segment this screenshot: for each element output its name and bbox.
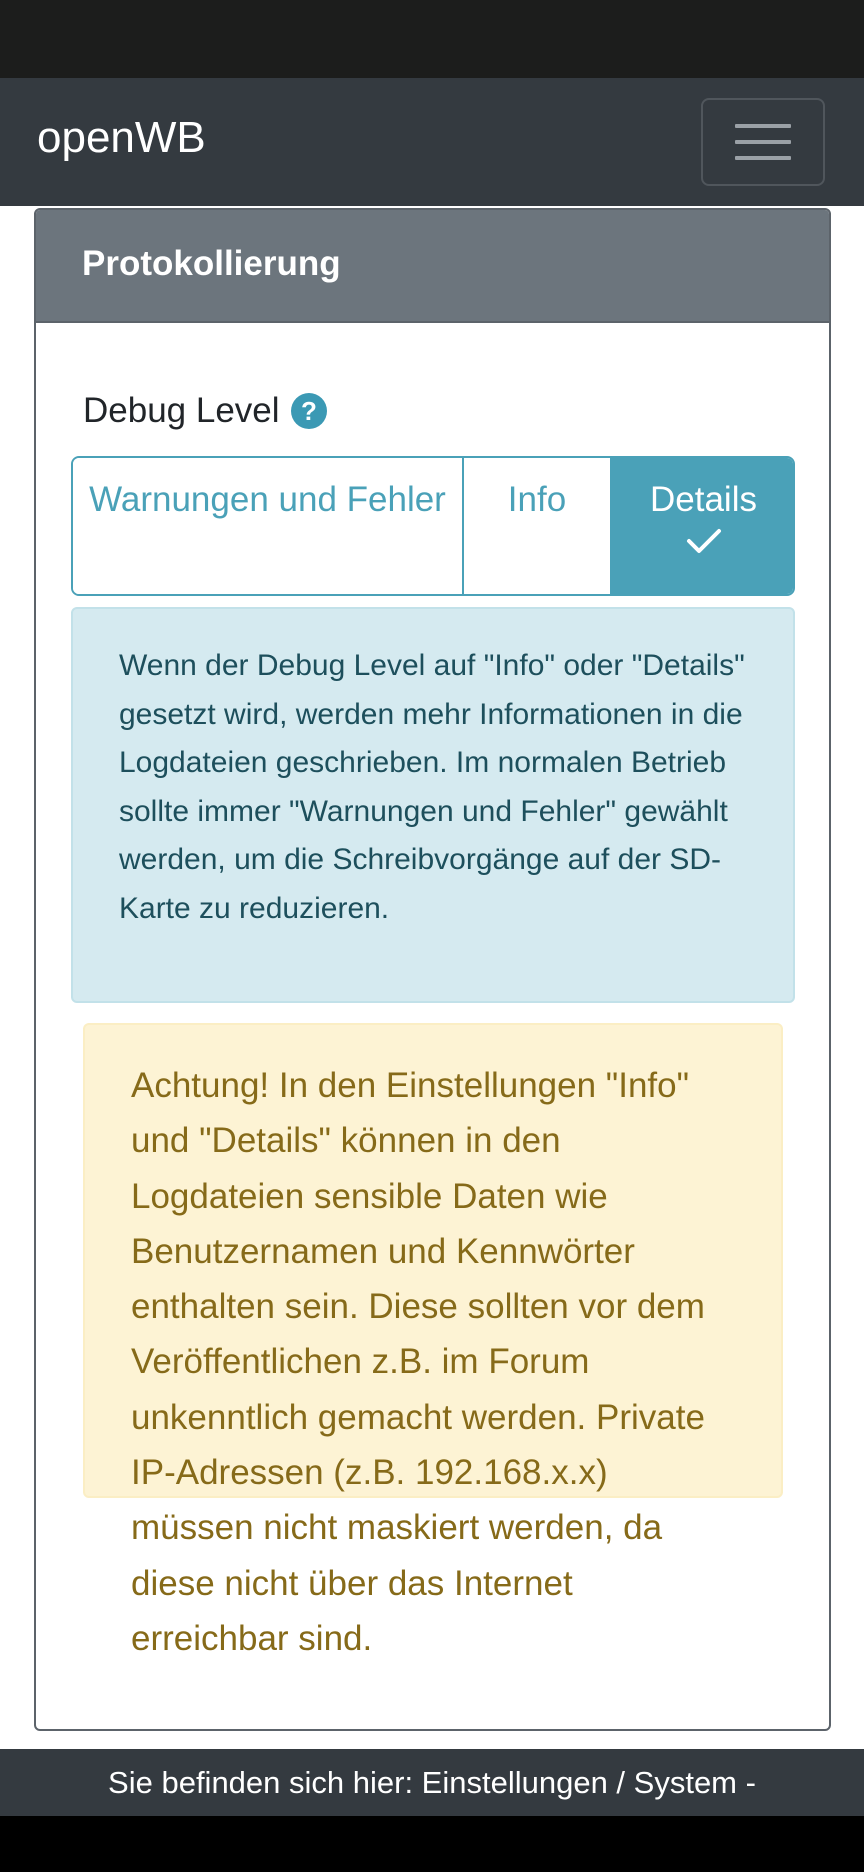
navbar bbox=[0, 78, 864, 206]
debug-level-option-details[interactable] bbox=[610, 458, 795, 594]
card-title: Protokollierung bbox=[82, 244, 341, 283]
debug-level-info-alert: Wenn der Debug Level auf "Info" oder "Details" gesetzt wird, werden mehr Informationen in die Logdateien geschrieben. Im normalen Betrieb sollte immer "Warnungen und Fehler" gewählt werden, um die Schreibvorgänge auf der SD-Karte zu reduzieren. bbox=[71, 607, 795, 1003]
logging-card bbox=[34, 208, 831, 1731]
hamburger-menu-icon bbox=[735, 122, 791, 162]
checkmark-icon bbox=[686, 527, 722, 555]
debug-level-option-info[interactable] bbox=[464, 458, 610, 594]
navbar-toggle-button[interactable] bbox=[701, 98, 825, 186]
question-circle-icon[interactable]: ? bbox=[291, 393, 327, 429]
sensitive-data-warning-alert: Achtung! In den Einstellungen "Info" und "Details" können in den Logdateien sensible Daten wie Benutzernamen und Kennwörter enthalten sein. Diese sollten vor dem Veröffentlichen z.B. im Forum unkenntlich gemacht werden. Private IP-Adressen (z.B. 192.168.x.x) müssen nicht maskiert werden, da diese nicht über das Internet erreichbar sind. bbox=[83, 1023, 783, 1498]
status-bar bbox=[0, 0, 864, 78]
option-label: Warnungen und Fehler bbox=[89, 480, 446, 519]
brand-logo[interactable]: openWB bbox=[37, 113, 206, 162]
card-header bbox=[36, 210, 829, 323]
breadcrumb-footer: Sie befinden sich hier: Einstellungen / System - bbox=[0, 1749, 864, 1816]
option-label: Details bbox=[650, 480, 757, 519]
option-label: Info bbox=[507, 480, 567, 519]
debug-level-label: Debug Level bbox=[83, 391, 280, 430]
debug-level-button-group bbox=[71, 456, 795, 596]
debug-level-option-warnings-errors[interactable] bbox=[73, 458, 464, 594]
